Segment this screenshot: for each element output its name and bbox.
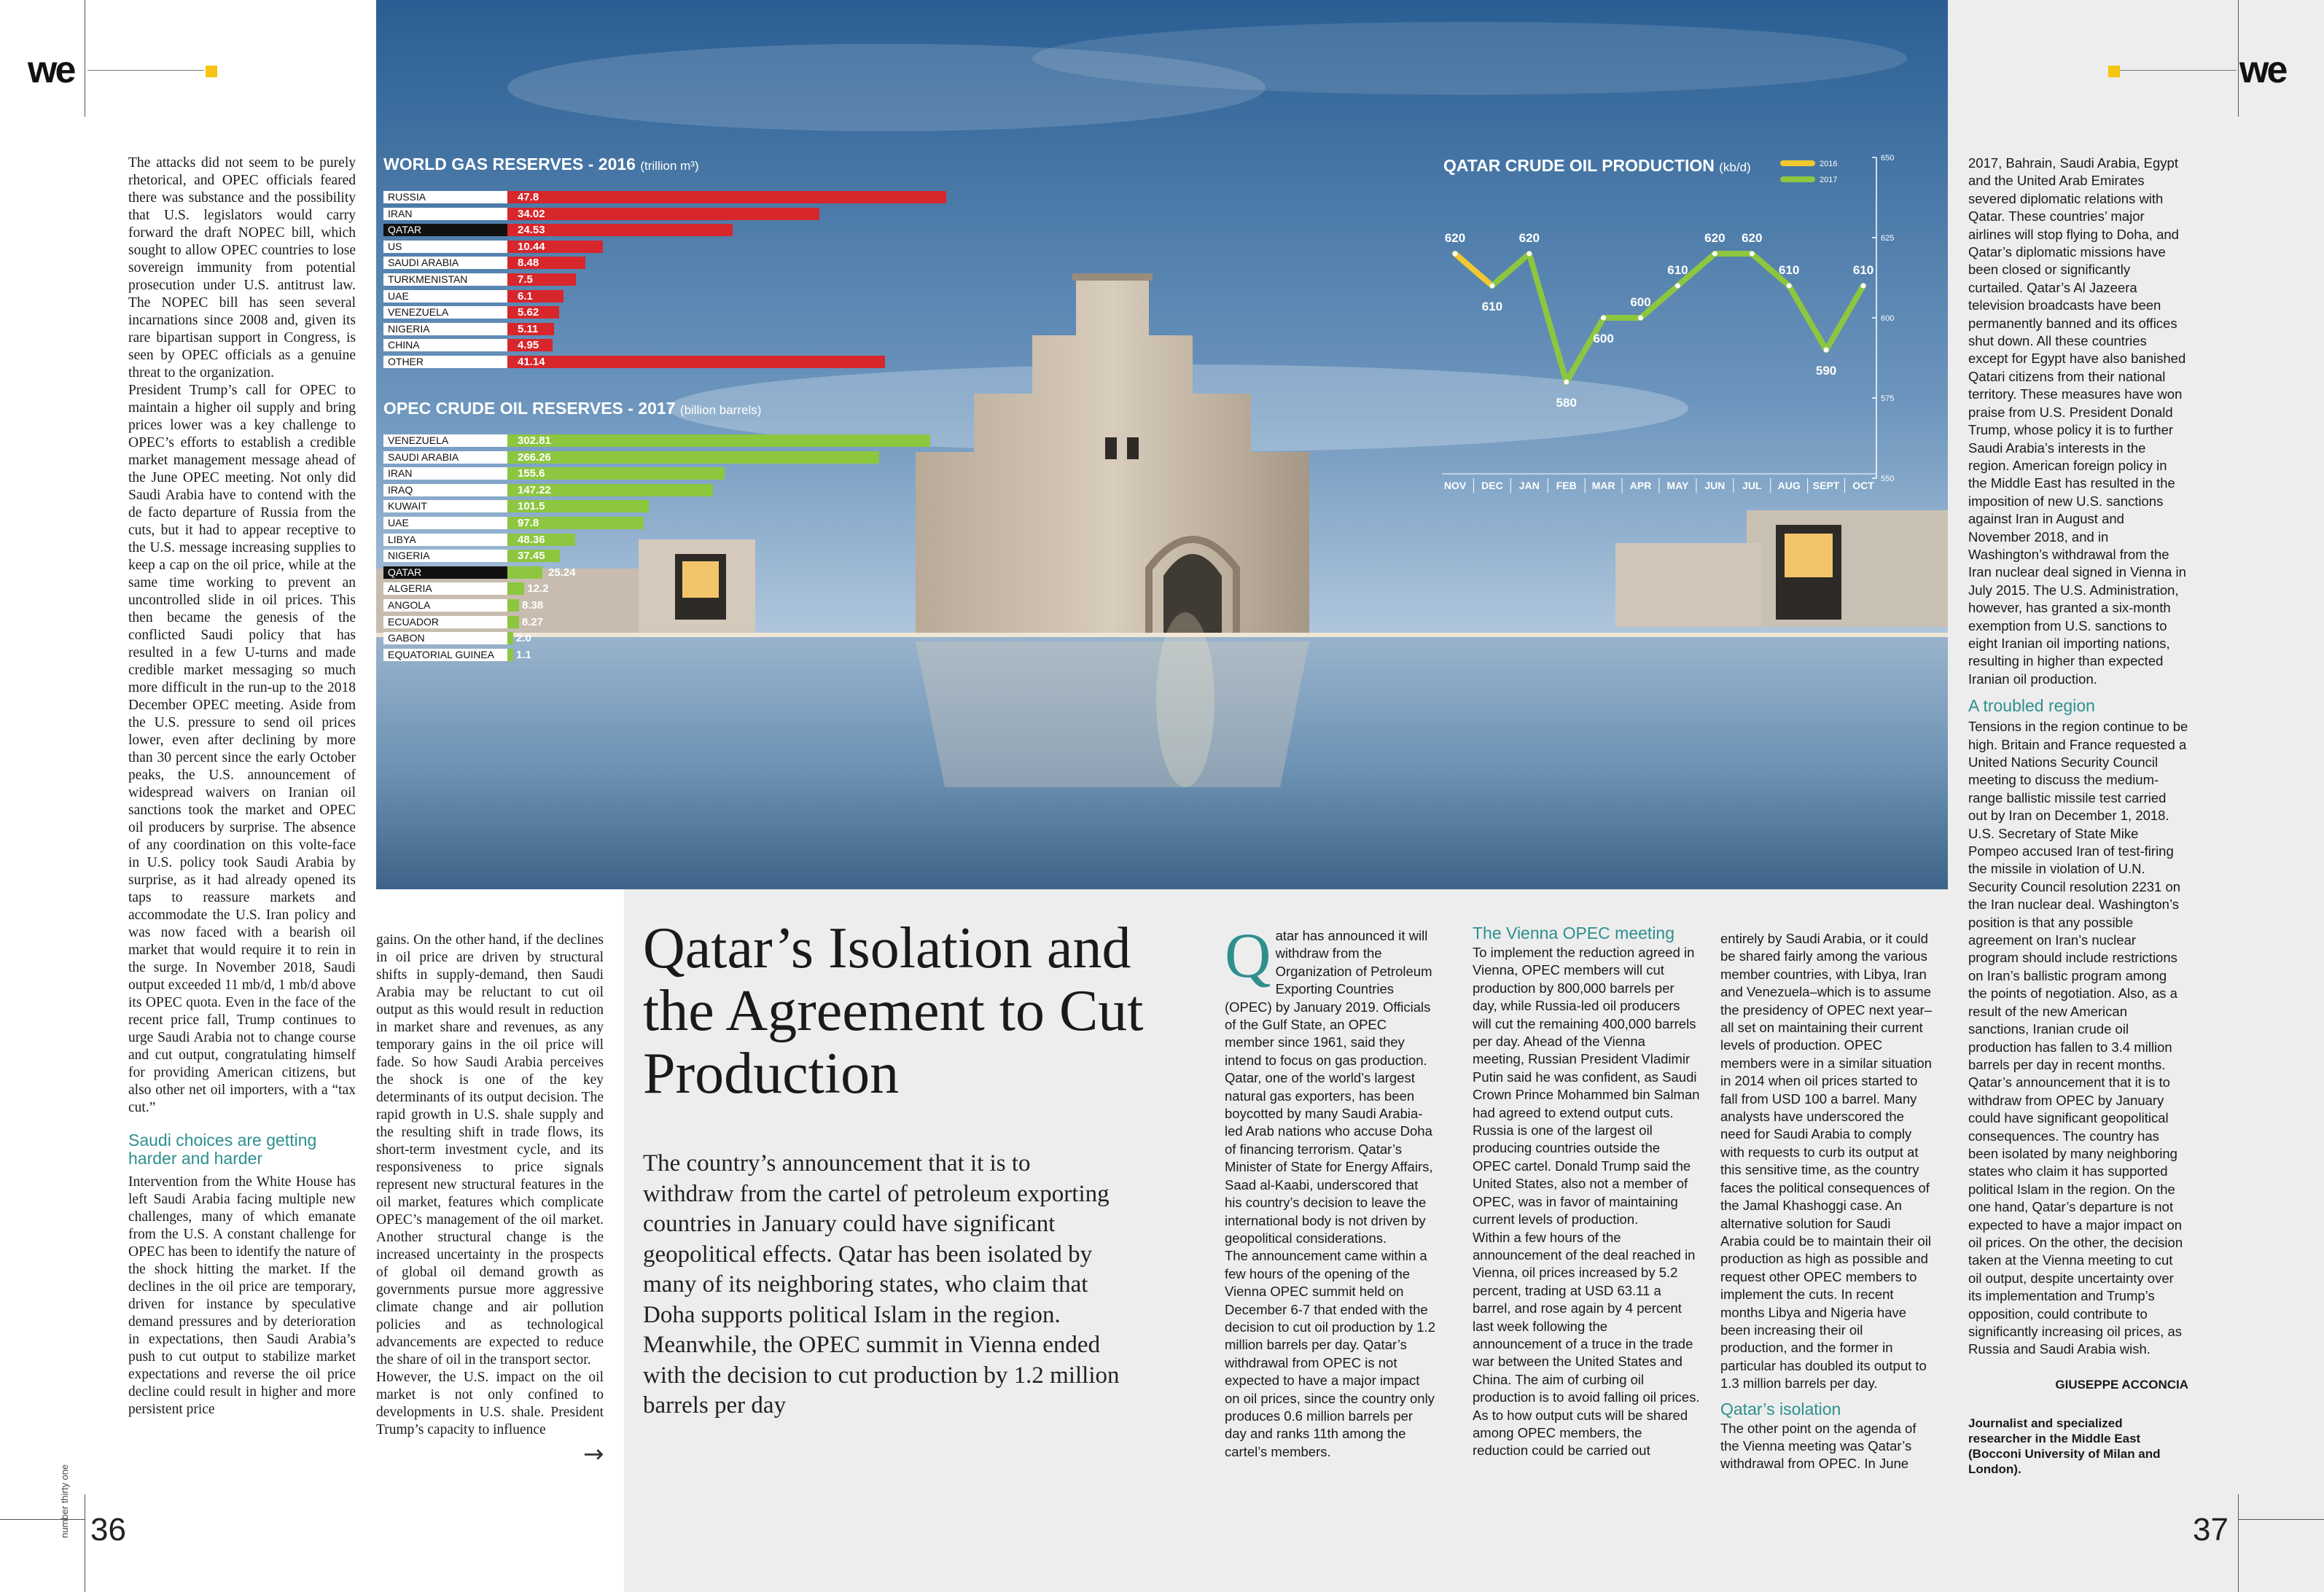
y-tick-label: 600: [1881, 314, 1895, 323]
bar-value-label: 7.5: [518, 273, 533, 286]
bar-category-label: VENEZUELA: [383, 434, 507, 447]
oil-chart-title: OPEC CRUDE OIL RESERVES - 2017 (billion barrels): [383, 399, 762, 418]
bar-category-label: GABON: [383, 632, 507, 644]
bar-value-label: 24.53: [518, 224, 545, 237]
bar: [507, 632, 513, 644]
month-label: MAY: [1666, 480, 1689, 491]
data-point: [1750, 251, 1755, 257]
bar-category-label: US: [383, 241, 507, 253]
bar-row-saudi-arabia: [383, 451, 1040, 464]
bar-value-label: 8.27: [521, 615, 544, 628]
logo-rule-left: [87, 70, 204, 71]
bar-category-label: CHINA: [383, 339, 507, 351]
bar-row-gabon: [383, 632, 1040, 644]
bar-row-uae: [383, 517, 1040, 529]
gas-reserves-chart: [383, 191, 1040, 373]
bar-row-other: [383, 356, 1040, 368]
bar-row-venezuela: [383, 306, 1040, 319]
data-point: [1453, 251, 1458, 257]
drop-cap: Q: [1225, 921, 1271, 991]
production-line-chart: [1433, 146, 1914, 503]
oil-reserves-chart: [383, 434, 1040, 668]
bar-row-iran: [383, 467, 1040, 480]
point-value-label: 610: [1778, 263, 1800, 277]
bar: [507, 356, 885, 368]
bar-value-label: 25.24: [548, 566, 576, 579]
y-tick-label: 575: [1881, 394, 1895, 403]
headline-title: Qatar’s Isolation and the Agreement to Cut Production: [643, 916, 1144, 1106]
bar-category-label: IRAQ: [383, 484, 507, 496]
author-name: GIUSEPPE ACCONCIA: [2055, 1377, 2188, 1392]
bar-row-nigeria: [383, 550, 1040, 562]
bar-value-label: 5.11: [518, 322, 539, 335]
bar-value-label: 302.81: [518, 434, 551, 447]
body-col3-text2: The other point on the agenda of the Vienna meeting was Qatar’s withdrawal from OPEC. In June: [1720, 1420, 1916, 1472]
data-point: [1787, 284, 1792, 289]
logo-square-left: [206, 66, 217, 77]
bar: [507, 208, 819, 220]
bar-category-label: QATAR: [383, 224, 507, 236]
footer-vrule-right: [2238, 1494, 2239, 1592]
museum-photo: [376, 0, 1948, 889]
right-column-text2: Tensions in the region continue to be high. Britain and France requested a United Nations Security Council meeting to discuss the medium-range ballistic missile test carried out by Iran on December 1, 2018. U.S. Secretary of State Mike Pompeo accused Iran of test-firing the missile in violation of U.N. Security Council resolution 2231 on the Iran nuclear deal. Washington’s position is that any possible agreement on Iran’s nuclear program should include restrictions on Iran’s ballistic program among the points of negotiation. Also, as a result of the new American sanctions, Iranian crude oil production has fallen to 3.4 million barrels per day in recent months. Qatar’s announcement that it is to withdraw from OPEC by January could have significant geopolitical consequences. The country has been isolated by many neighboring states who claim it has supported political Islam in the region. On the one hand, Qatar’s departure is not expected to have a major impact on oil prices. On the other, the decision taken at the Vienna meeting to cut oil output, despite uncertainty over its implementation and Trump’s opposition, could contribute to significantly increasing oil prices, as Russia and Saudi Arabia wish.: [1968, 719, 2188, 1357]
bar: [507, 451, 879, 464]
bar-category-label: IRAN: [383, 467, 507, 480]
bar-category-label: UAE: [383, 517, 507, 529]
production-chart-title: QATAR CRUDE OIL PRODUCTION (kb/d): [1443, 156, 1751, 175]
data-point: [1712, 251, 1717, 257]
y-tick-label: 650: [1881, 154, 1895, 163]
month-label: APR: [1629, 480, 1652, 491]
bar-row-turkmenistan: [383, 273, 1040, 286]
bar-category-label: EQUATORIAL GUINEA: [383, 649, 507, 661]
bar: [507, 582, 524, 595]
left-margin-rule: [0, 0, 87, 1592]
bar-category-label: TURKMENISTAN: [383, 273, 507, 286]
month-label: MAR: [1591, 480, 1615, 491]
second-paragraph-1: gains. On the other hand, if the declines in oil price are driven by structural shifts in supply-demand, then Saudi Arabia may be reluctant to cut oil output as this would result in reduction in market share and revenues, as any temporary gains in the oil price will fade. So how Saudi Arabia perceives the shock is one of the key determinants of its output decision. The rapid growth in U.S. shale supply and the resulting shift in trade flows, its short-term investment cycle, and its responsiveness to price signals represent new structural features in the oil market, features which complicate OPEC’s management of the oil market. Another structural change is the increased uncertainty in the prospects of global oil demand growth as governments pursue more aggressive climate change and air pollution policies and as technological advancements are expected to reduce the share of oil in the transport sector.: [376, 932, 604, 1367]
data-point: [1675, 284, 1680, 289]
bar-row-iran: [383, 208, 1040, 220]
data-point: [1861, 284, 1866, 289]
right-margin-rule: [2238, 0, 2239, 117]
bar-row-qatar: [383, 566, 1040, 579]
logo-square-right: [2108, 66, 2120, 77]
bar-category-label: IRAN: [383, 208, 507, 220]
bar-category-label: ALGERIA: [383, 582, 507, 595]
bar-row-us: [383, 241, 1040, 253]
month-label: OCT: [1852, 480, 1874, 491]
logo-right: we: [2239, 49, 2286, 91]
page-number-right: 37: [2193, 1512, 2229, 1548]
left-paragraph-1: The attacks did not seem to be purely rhetorical, and OPEC officials feared there was substance and the possibility that U.S. legislators would carry forward the draft NOPEC bill, which sought to allow OPEC countries to lose sovereign immunity from potential prosecution under U.S. antitrust law. The NOPEC bill has seen several incarnations since 2008 and, given its rare bipartisan support in Congress, is seen by OPEC officials as a genuine threat to the organization.: [128, 155, 356, 381]
bar-value-label: 48.36: [518, 533, 545, 546]
bar-value-label: 155.6: [518, 467, 545, 480]
bar-category-label: KUWAIT: [383, 500, 507, 512]
bar-category-label: NIGERIA: [383, 323, 507, 335]
bar-row-angola: [383, 599, 1040, 612]
qatar-isolation-subhead: Qatar’s isolation: [1720, 1399, 1841, 1419]
point-value-label: 610: [1481, 300, 1503, 313]
bar-row-ecuador: [383, 616, 1040, 628]
body-col1-text: atar has announced it will withdraw from the Organization of Petroleum Exporting Countries (OPEC) by January 2019. Officials of the Gulf State, an OPEC member since 1961, said they intend to focus on gas production. Qatar, one of the world’s largest natural gas exporters, has been boycotted by many Saudi Arabia-led Arab nations who accuse Doha of financing terrorism. Qatar’s Minister of State for Energy Affairs, Saad al-Kaabi, underscored that his country’s decision to leave the international body is not driven by geopolitical considerations.: [1225, 928, 1433, 1246]
body-col2-text2: Within a few hours of the announcement of the deal reached in Vienna, oil prices increased by 5.2 percent, trading at USD 63.11 a barrel, and rose again by 4 percent last week following the announcement of a truce in the trade war between the United States and China. The aim of curbing oil production is to avoid falling oil prices. As to how output cuts will be shared among OPEC members, the reduction could be carried out: [1473, 1229, 1700, 1459]
data-point: [1638, 316, 1643, 321]
y-tick-label: 625: [1881, 234, 1895, 243]
bar-value-label: 8.48: [518, 257, 539, 270]
bar-category-label: ECUADOR: [383, 616, 507, 628]
bar-value-label: 101.5: [518, 500, 545, 513]
page-number-left: 36: [90, 1512, 126, 1548]
bar-row-equatorial-guinea: [383, 649, 1040, 661]
legend-label: 2017: [1820, 176, 1838, 184]
bar: [507, 599, 519, 612]
body-col1-text2: The announcement came within a few hours of the opening of the Vienna OPEC summit held on December 6-7 that ended with the decision to cut oil production by 1.2 million barrels per day. Qatar’s withdrawal from OPEC is not expected to have a major impact on oil prices, since the country only produces 0.6 million barrels per day and ranks 11th among the cartel’s members.: [1225, 1248, 1435, 1459]
body-col3-text: entirely by Saudi Arabia, or it could be shared fairly among the various member countries, with Libya, Iran and Venezuela–which is to assume the presidency of OPEC next year–all set on maintaining their current levels of production. OPEC members were in a similar situation in 2014 when oil prices started to fall from USD 100 a barrel. Many analysts have underscored the need for Saudi Arabia to comply with requests to curb its output at this sensitive time, as the country faces the political consequences of the Jamal Khashoggi case. An alternative solution for Saudi Arabia could be to maintain their oil production as high as possible and request other OPEC members to implement the cuts. In recent months Libya and Nigeria have been increasing their oil production, and the former in particular has doubled its output to 1.3 million barrels per day.: [1720, 931, 1932, 1392]
data-point: [1824, 348, 1829, 353]
data-point: [1526, 251, 1532, 257]
point-value-label: 620: [1742, 231, 1763, 245]
body-column-1: [1225, 921, 1436, 1461]
bar-category-label: OTHER: [383, 356, 507, 368]
point-value-label: 620: [1444, 231, 1466, 245]
bar: [507, 434, 930, 447]
month-label: NOV: [1443, 480, 1467, 491]
bar-value-label: 10.44: [518, 240, 545, 253]
body-column-3: [1720, 930, 1932, 1473]
point-value-label: 590: [1815, 364, 1837, 378]
bar-row-kuwait: [383, 500, 1040, 512]
bar-category-label: VENEZUELA: [383, 306, 507, 319]
data-point: [1489, 284, 1494, 289]
bar-row-iraq: [383, 484, 1040, 496]
data-point: [1564, 380, 1569, 385]
continue-arrow-icon: →: [583, 1440, 604, 1469]
data-point: [1601, 316, 1606, 321]
logo-left: we: [28, 49, 74, 91]
bar-value-label: 6.1: [518, 289, 533, 303]
issue-label: number thirty one: [59, 1464, 70, 1538]
bar-category-label: LIBYA: [383, 534, 507, 546]
month-label: JAN: [1518, 480, 1540, 491]
month-label: JUN: [1704, 480, 1726, 491]
month-label: JUL: [1742, 480, 1762, 491]
series-line-2016: [1455, 254, 1492, 286]
bar-row-uae: [383, 290, 1040, 303]
second-column: [376, 932, 604, 1439]
bar-category-label: RUSSIA: [383, 191, 507, 203]
footer-rule-left: [0, 1519, 85, 1520]
bar-category-label: NIGERIA: [383, 550, 507, 562]
left-subhead: Saudi choices are getting harder and harder: [128, 1131, 317, 1168]
y-tick-label: 550: [1881, 475, 1895, 483]
point-value-label: 620: [1704, 231, 1726, 245]
body-column-2: [1473, 924, 1700, 1460]
point-value-label: 580: [1556, 396, 1577, 410]
point-value-label: 620: [1518, 231, 1540, 245]
bar-value-label: 34.02: [518, 207, 545, 220]
bar-category-label: ANGOLA: [383, 599, 507, 612]
month-label: SEPT: [1812, 480, 1840, 491]
bar-value-label: 4.95: [518, 339, 539, 352]
month-label: FEB: [1556, 480, 1577, 491]
left-column: [128, 155, 356, 1419]
bar: [507, 649, 513, 661]
bar-value-label: 41.14: [518, 356, 545, 368]
bar-category-label: UAE: [383, 290, 507, 303]
right-column-text: 2017, Bahrain, Saudi Arabia, Egypt and the United Arab Emirates severed diplomatic relations with Qatar. These countries’ major airlines will stop flying to Doha, and Qatar’s diplomatic missions have been closed or significantly curtailed. Qatar’s Al Jazeera television broadcasts have been permanently banned and its offices shut down. All these countries except for Egypt have also banished Qatari citizens from their national territory. These measures have won praise from U.S. President Donald Trump, whose policy it is to further Saudi Arabia’s interests in the region. American foreign policy in the Middle East has resulted in the imposition of new U.S. sanctions against Iran in August and November 2018, and in Washington’s withdrawal from the Iran nuclear deal signed in Vienna in July 2015. The U.S. Administration, however, has granted a six-month exemption from U.S. sanctions to eight Iranian oil importing nations, resulting in higher than expected Iranian oil production.: [1968, 155, 2186, 687]
author-bio: Journalist and specialized researcher in the Middle East (Bocconi University of Milan and London).: [1968, 1416, 2161, 1477]
bar-category-label: SAUDI ARABIA: [383, 451, 507, 464]
month-label: AUG: [1777, 480, 1801, 491]
point-value-label: 600: [1630, 295, 1651, 309]
bar-row-algeria: [383, 582, 1040, 595]
bar-category-label: SAUDI ARABIA: [383, 257, 507, 269]
bar-value-label: 2.0: [516, 632, 531, 645]
bar-value-label: 8.38: [522, 599, 544, 612]
bar-row-nigeria: [383, 323, 1040, 335]
point-value-label: 610: [1852, 263, 1874, 277]
body-col2-text: To implement the reduction agreed in Vienna, OPEC members will cut production by 800,000 barrels per day, while Russia-led oil producers will cut the remaining 400,000 barrels per day. Ahead of the Vienna meeting, Russian President Vladimir Putin said he was confident, as Saudi Crown Prince Mohammed bin Salman had agreed to extend output cuts. Russia is one of the largest oil producing countries outside the OPEC cartel. Donald Trump said the United States, also not a member of OPEC, was in favor of maintaining current levels of production.: [1473, 945, 1700, 1228]
footer-rule-right: [2238, 1519, 2324, 1520]
bar: [507, 191, 946, 203]
right-column: [1968, 155, 2188, 1477]
headline-standfirst: The country’s announcement that it is to withdraw from the cartel of petroleum exporting countries in January could have significant geopolitical effects. Qatar has been isolated by many of its neighboring states, who claim that Doha supports political Islam in the region. Meanwhile, the OPEC summit in Vienna ended with the decision to cut production by 1.2 million barrels per day: [643, 1150, 1120, 1419]
bar-row-qatar: [383, 224, 1040, 236]
bar-value-label: 147.22: [518, 483, 551, 496]
bar-row-libya: [383, 534, 1040, 546]
bar-row-china: [383, 339, 1040, 351]
bar-value-label: 266.26: [518, 450, 551, 464]
gas-chart-title: WORLD GAS RESERVES - 2016 (trillion m³): [383, 155, 699, 173]
point-value-label: 610: [1667, 263, 1688, 277]
bar: [507, 566, 542, 579]
left-paragraph-3: Intervention from the White House has left Saudi Arabia facing multiple new challenges, many of which emanate from the U.S. A constant challenge for OPEC has been to identify the nature of the shock hitting the market. If the declines in the oil price are temporary, driven for instance by speculative demand pressures and by deterioration in expectations, then Saudi Arabia’s push to cut output to stabilize market expectations and reverse the oil price decline could result in higher and more persistent price: [128, 1174, 356, 1417]
bar: [507, 290, 564, 303]
month-label: DEC: [1481, 480, 1503, 491]
second-paragraph-2: However, the U.S. impact on the oil market is not only confined to developments in U.S. shale. President Trump’s capacity to influence: [376, 1370, 604, 1437]
bar-row-venezuela: [383, 434, 1040, 447]
logo-rule-right: [2120, 70, 2237, 71]
bar-value-label: 97.8: [518, 517, 539, 529]
bar: [507, 616, 519, 628]
bar-row-saudi-arabia: [383, 257, 1040, 269]
bar-value-label: 12.2: [527, 582, 549, 596]
bar-row-russia: [383, 191, 1040, 203]
left-paragraph-2: President Trump’s call for OPEC to maintain a higher oil supply and bring prices lower was a key challenge to OPEC’s efforts to establish a credible market management message ahead of the June OPEC meeting. Not only did Saudi Arabia have to contend with the de facto departure of Russia from the cuts, but it had to appear receptive to the U.S. message increasing supplies to keep a cap on the oil price, while at the same time working to prevent an uncontrolled slide in oil prices. This then became the genesis of the conflicted Saudi policy that has resulted in a few U-turns and made credible market messaging so much more difficult in the run-up to the 2018 December OPEC meeting. Aside from the U.S. pressure to send oil prices lower, even after declining by more than 30 percent since the early October peaks, the U.S. announcement of widespread waivers on Iranian oil sanctions took the market and OPEC oil producers by surprise. The absence of any coordination on this volte-face in U.S. policy took Saudi Arabia by surprise, as it had already opened its taps to reassure markets and accommodate the U.S. Iran policy and was now faced with a bearish oil market that would require it to rein in the surge. In November 2018, Saudi output exceeded 11 mb/d, 1 mb/d above its OPEC quota. Even in the face of the recent price fall, Trump continues to urge Saudi Arabia not to change course and cut output, congratulating himself for providing American citizens, but also other net oil importers, with a “tax cut.”: [128, 383, 356, 1115]
bar-value-label: 37.45: [518, 550, 545, 563]
legend-label: 2016: [1820, 160, 1838, 168]
bar-value-label: 1.1: [516, 648, 531, 661]
vienna-subhead: The Vienna OPEC meeting: [1473, 924, 1675, 943]
bar-value-label: 5.62: [518, 306, 539, 319]
bar-value-label: 47.8: [518, 191, 539, 203]
bar-category-label: QATAR: [383, 566, 507, 579]
troubled-region-subhead: A troubled region: [1968, 696, 2095, 716]
point-value-label: 600: [1593, 332, 1614, 346]
